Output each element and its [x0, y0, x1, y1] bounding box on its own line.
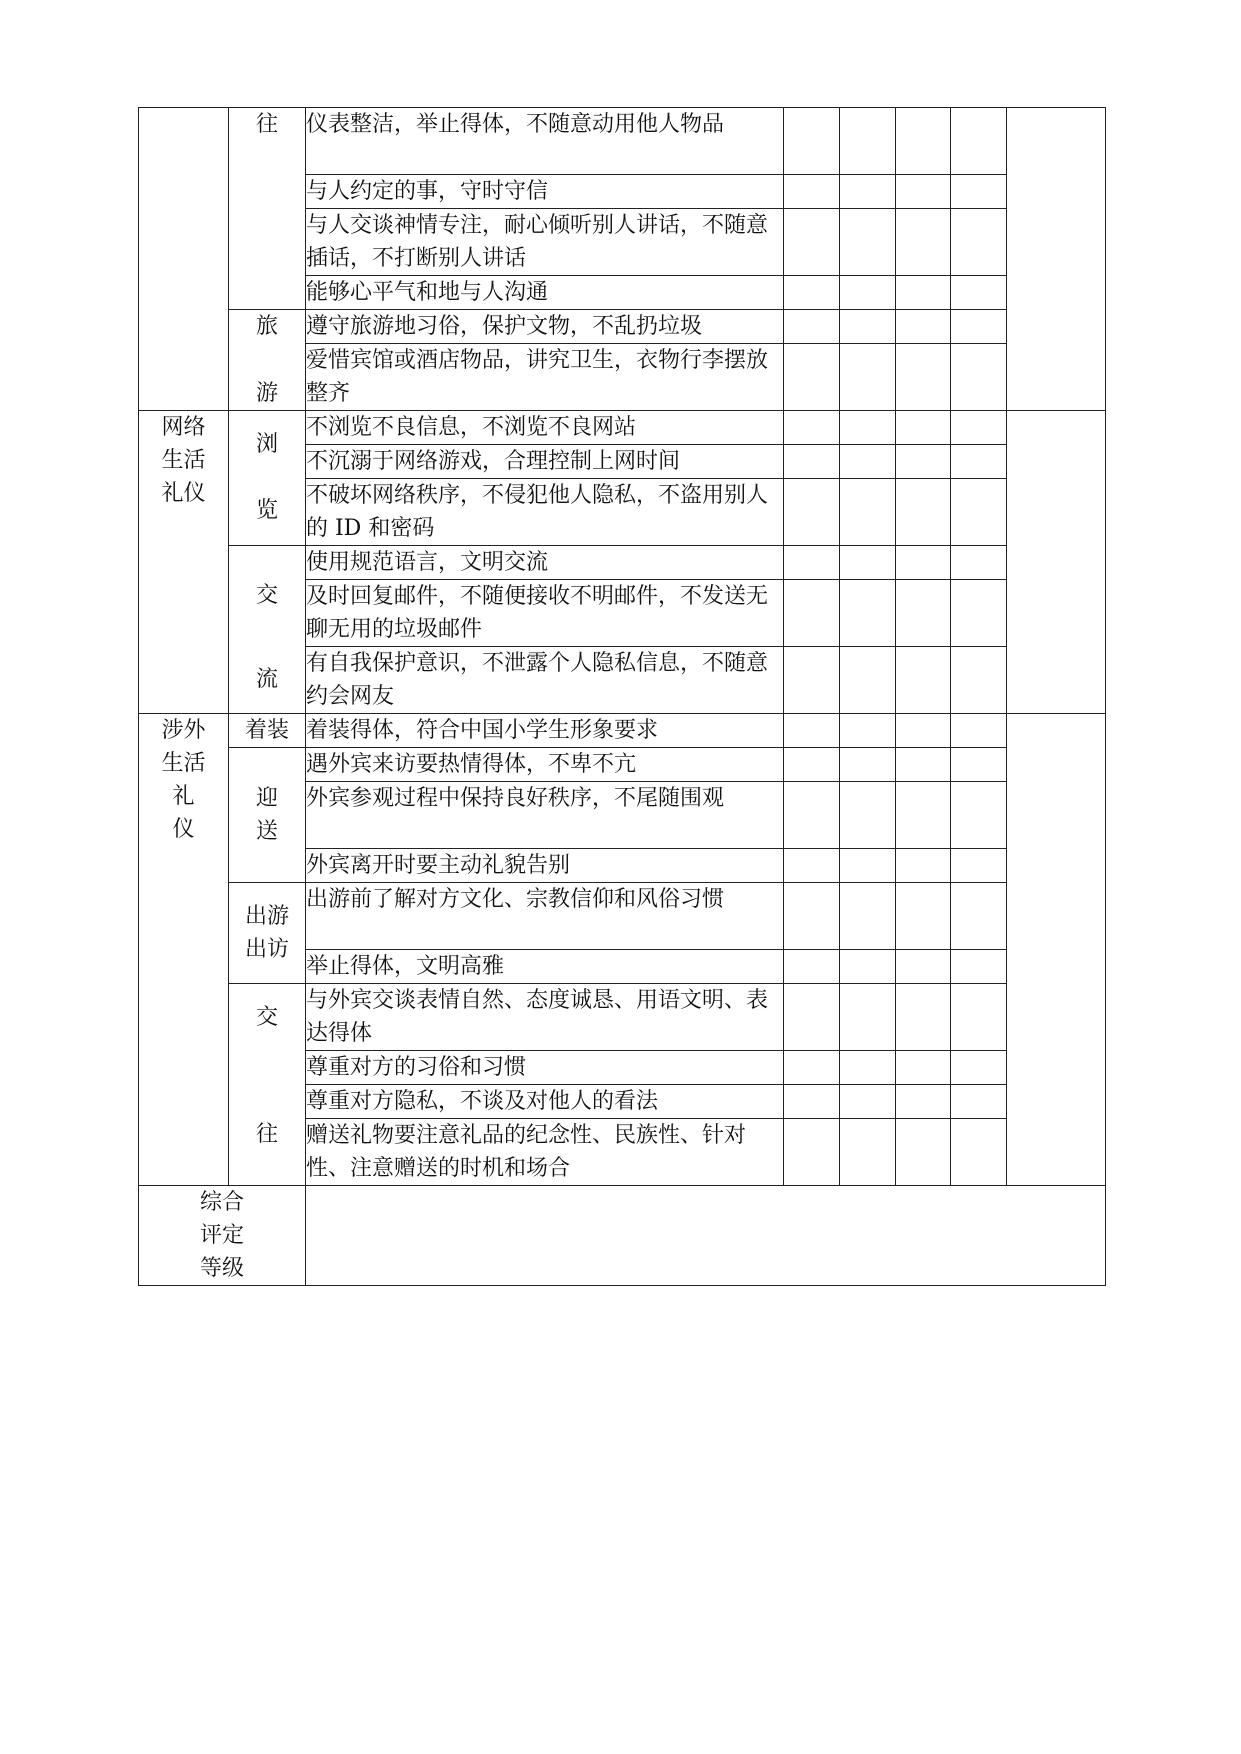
- item-text: 外宾离开时要主动礼貌告别: [306, 849, 784, 883]
- score-cell[interactable]: [951, 310, 1007, 344]
- score-cell[interactable]: [840, 445, 896, 479]
- score-cell[interactable]: [784, 950, 840, 984]
- score-cell[interactable]: [840, 479, 896, 546]
- item-text: 遵守旅游地习俗，保护文物，不乱扔垃圾: [306, 310, 784, 344]
- table-row: [139, 883, 1106, 950]
- score-cell[interactable]: [951, 984, 1007, 1051]
- score-cell[interactable]: [840, 209, 896, 276]
- score-cell[interactable]: [840, 310, 896, 344]
- score-cell[interactable]: [951, 108, 1007, 175]
- score-cell[interactable]: [784, 1119, 840, 1186]
- item-text: 与外宾交谈表情自然、态度诚恳、用语文明、表达得体: [306, 984, 784, 1051]
- score-cell[interactable]: [840, 883, 896, 950]
- score-cell[interactable]: [896, 108, 951, 175]
- score-cell[interactable]: [784, 849, 840, 883]
- score-cell[interactable]: [840, 748, 896, 782]
- subcategory-yingsong: 迎 送: [229, 748, 306, 883]
- subcategory-zhuozhuang: 着装: [229, 714, 306, 748]
- subcategory-wang: 往: [229, 108, 306, 310]
- score-cell[interactable]: [896, 445, 951, 479]
- score-cell[interactable]: [896, 209, 951, 276]
- score-cell[interactable]: [896, 714, 951, 748]
- score-cell[interactable]: [840, 849, 896, 883]
- item-text: 尊重对方的习俗和习惯: [306, 1051, 784, 1085]
- score-cell[interactable]: [784, 1051, 840, 1085]
- score-cell[interactable]: [896, 175, 951, 209]
- item-text: 外宾参观过程中保持良好秩序，不尾随围观: [306, 782, 784, 849]
- score-cell[interactable]: [784, 479, 840, 546]
- score-cell[interactable]: [951, 883, 1007, 950]
- remark-cell[interactable]: [1007, 108, 1106, 411]
- score-cell[interactable]: [784, 175, 840, 209]
- score-cell[interactable]: [896, 546, 951, 580]
- score-cell[interactable]: [784, 782, 840, 849]
- table-row: [139, 546, 1106, 580]
- item-text: 能够心平气和地与人沟通: [306, 276, 784, 310]
- score-cell[interactable]: [840, 1085, 896, 1119]
- item-text: 着装得体，符合中国小学生形象要求: [306, 714, 784, 748]
- item-text: 举止得体，文明高雅: [306, 950, 784, 984]
- item-text: 与人约定的事，守时守信: [306, 175, 784, 209]
- score-cell[interactable]: [784, 344, 840, 411]
- score-cell[interactable]: [896, 479, 951, 546]
- score-cell[interactable]: [951, 276, 1007, 310]
- score-cell[interactable]: [784, 984, 840, 1051]
- score-cell[interactable]: [951, 209, 1007, 276]
- item-text: 使用规范语言，文明交流: [306, 546, 784, 580]
- score-cell[interactable]: [951, 782, 1007, 849]
- score-cell[interactable]: [951, 1085, 1007, 1119]
- score-cell[interactable]: [840, 175, 896, 209]
- score-cell[interactable]: [896, 748, 951, 782]
- item-text: 出游前了解对方文化、宗教信仰和风俗习惯: [306, 883, 784, 950]
- score-cell[interactable]: [784, 108, 840, 175]
- item-text: 不沉溺于网络游戏，合理控制上网时间: [306, 445, 784, 479]
- score-cell[interactable]: [951, 950, 1007, 984]
- score-cell[interactable]: [840, 580, 896, 647]
- score-cell[interactable]: [784, 209, 840, 276]
- score-cell[interactable]: [951, 714, 1007, 748]
- table-row: [139, 714, 1106, 748]
- score-cell[interactable]: [896, 883, 951, 950]
- score-cell[interactable]: [784, 647, 840, 714]
- score-cell[interactable]: [951, 1051, 1007, 1085]
- category-foreign-etiquette: 涉外 生活 礼 仪: [139, 714, 229, 1186]
- item-text: 及时回复邮件，不随便接收不明邮件，不发送无聊无用的垃圾邮件: [306, 580, 784, 647]
- score-cell[interactable]: [951, 647, 1007, 714]
- score-cell[interactable]: [896, 1085, 951, 1119]
- score-cell[interactable]: [784, 1085, 840, 1119]
- score-cell[interactable]: [896, 849, 951, 883]
- score-cell[interactable]: [840, 647, 896, 714]
- score-cell[interactable]: [896, 984, 951, 1051]
- score-cell[interactable]: [896, 411, 951, 445]
- item-text: 与人交谈神情专注，耐心倾听别人讲话，不随意插话，不打断别人讲话: [306, 209, 784, 276]
- table-row: [139, 108, 1106, 175]
- score-cell[interactable]: [840, 1051, 896, 1085]
- score-cell[interactable]: [951, 445, 1007, 479]
- score-cell[interactable]: [951, 849, 1007, 883]
- subcategory-lvyou: 旅 游: [229, 310, 306, 411]
- table-row: [139, 411, 1106, 445]
- score-cell[interactable]: [951, 580, 1007, 647]
- score-cell[interactable]: [784, 580, 840, 647]
- etiquette-evaluation-table: [138, 107, 1106, 1286]
- item-text: 不浏览不良信息，不浏览不良网站: [306, 411, 784, 445]
- table-row: [139, 748, 1106, 782]
- score-cell[interactable]: [896, 276, 951, 310]
- score-cell[interactable]: [951, 411, 1007, 445]
- score-cell[interactable]: [840, 950, 896, 984]
- item-text: 尊重对方隐私，不谈及对他人的看法: [306, 1085, 784, 1119]
- score-cell[interactable]: [784, 276, 840, 310]
- summary-grade-field[interactable]: [306, 1186, 1106, 1286]
- remark-cell[interactable]: [1007, 411, 1106, 714]
- score-cell[interactable]: [951, 546, 1007, 580]
- summary-label: 综合 评定 等级: [139, 1186, 306, 1286]
- score-cell[interactable]: [896, 1119, 951, 1186]
- score-cell[interactable]: [951, 175, 1007, 209]
- score-cell[interactable]: [840, 108, 896, 175]
- score-cell[interactable]: [784, 546, 840, 580]
- subcategory-jiaowang: 交 往: [229, 984, 306, 1186]
- score-cell[interactable]: [840, 984, 896, 1051]
- score-cell[interactable]: [951, 748, 1007, 782]
- score-cell[interactable]: [784, 714, 840, 748]
- subcategory-liulan: 浏 览: [229, 411, 306, 546]
- item-text: 赠送礼物要注意礼品的纪念性、民族性、针对性、注意赠送的时机和场合: [306, 1119, 784, 1186]
- table-row: [139, 310, 1106, 344]
- item-text: 不破坏网络秩序，不侵犯他人隐私，不盗用别人的 ID 和密码: [306, 479, 784, 546]
- score-cell[interactable]: [896, 580, 951, 647]
- score-cell[interactable]: [951, 479, 1007, 546]
- score-cell[interactable]: [896, 647, 951, 714]
- score-cell[interactable]: [951, 1119, 1007, 1186]
- score-cell[interactable]: [896, 310, 951, 344]
- score-cell[interactable]: [784, 748, 840, 782]
- summary-row: [139, 1186, 1106, 1286]
- item-text: 仪表整洁，举止得体，不随意动用他人物品: [306, 108, 784, 175]
- subcategory-jiaoliu: 交 流: [229, 546, 306, 714]
- score-cell[interactable]: [784, 445, 840, 479]
- category-network-etiquette: 网络 生活 礼仪: [139, 411, 229, 714]
- score-cell[interactable]: [896, 1051, 951, 1085]
- score-cell[interactable]: [896, 782, 951, 849]
- item-text: 爱惜宾馆或酒店物品，讲究卫生，衣物行李摆放整齐: [306, 344, 784, 411]
- score-cell[interactable]: [784, 883, 840, 950]
- table-row: [139, 984, 1106, 1051]
- score-cell[interactable]: [840, 782, 896, 849]
- score-cell[interactable]: [840, 1119, 896, 1186]
- category-cell-continued: [139, 108, 229, 411]
- item-text: 有自我保护意识，不泄露个人隐私信息，不随意约会网友: [306, 647, 784, 714]
- item-text: 遇外宾来访要热情得体，不卑不亢: [306, 748, 784, 782]
- remark-cell[interactable]: [1007, 714, 1106, 1186]
- score-cell[interactable]: [840, 276, 896, 310]
- score-cell[interactable]: [896, 950, 951, 984]
- score-cell[interactable]: [840, 411, 896, 445]
- score-cell[interactable]: [784, 411, 840, 445]
- score-cell[interactable]: [896, 344, 951, 411]
- score-cell[interactable]: [784, 310, 840, 344]
- score-cell[interactable]: [840, 714, 896, 748]
- subcategory-chuyou-chufang: 出游 出访: [229, 883, 306, 984]
- score-cell[interactable]: [951, 344, 1007, 411]
- score-cell[interactable]: [840, 546, 896, 580]
- score-cell[interactable]: [840, 344, 896, 411]
